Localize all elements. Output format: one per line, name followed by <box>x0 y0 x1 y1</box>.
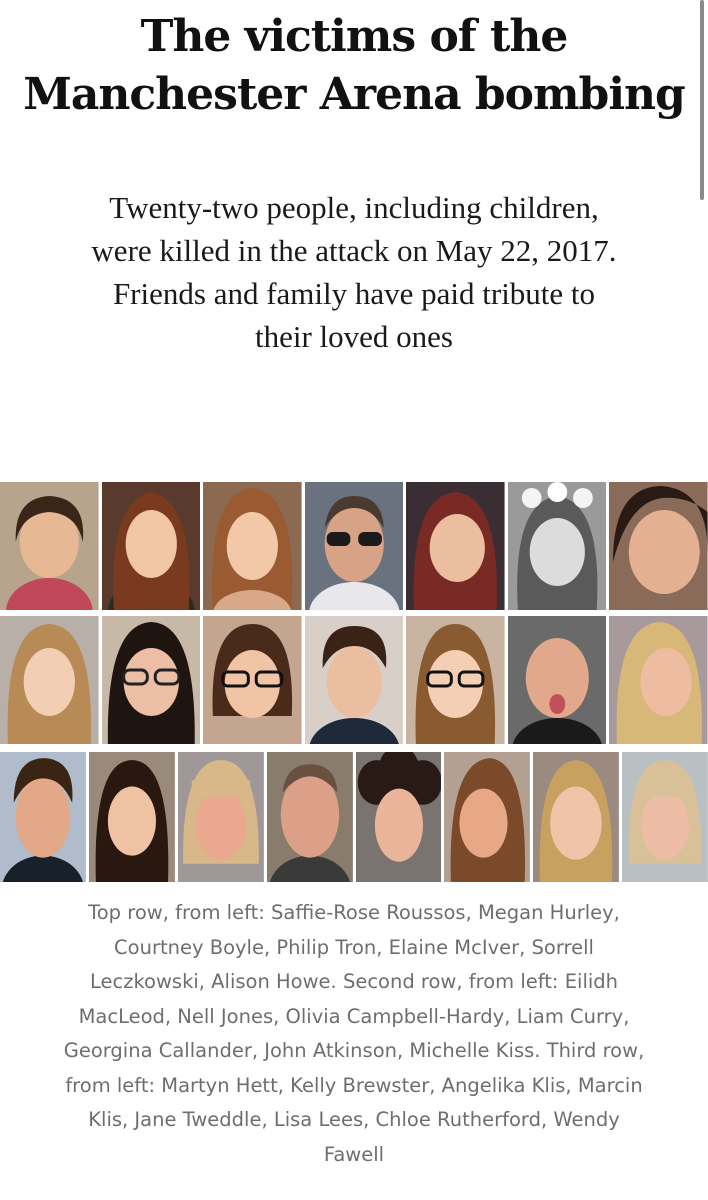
caption-line-1: Top row, from left: Saffie-Rose Roussos, Megan Hurley, <box>88 901 620 924</box>
caption-line-8: Fawell <box>323 1142 385 1166</box>
victim-portrait <box>102 482 201 610</box>
victim-portrait <box>508 482 607 610</box>
victim-portrait <box>406 616 505 744</box>
victim-portrait <box>89 752 175 882</box>
standfirst-line-4: their loved ones <box>254 319 453 354</box>
victim-portrait <box>203 482 302 610</box>
victim-portrait <box>305 616 404 744</box>
caption-line-5: Georgina Callander, John Atkinson, Michelle Kiss. Third row, <box>63 1039 645 1062</box>
victim-portrait <box>305 482 404 610</box>
victim-portrait <box>609 616 708 744</box>
victim-portrait <box>406 482 505 610</box>
caption-line-4: MacLeod, Nell Jones, Olivia Campbell-Hardy, Liam Curry, <box>78 1004 630 1028</box>
caption-line-6: from left: Martyn Hett, Kelly Brewster, Angelika Klis, Marcin <box>65 1073 643 1097</box>
standfirst <box>40 186 668 358</box>
standfirst-line-1: Twenty-two people, including children, <box>109 190 599 225</box>
victim-portrait <box>533 752 619 882</box>
caption-line-3: Leczkowski, Alison Howe. Second row, from left: Eilidh <box>89 970 619 993</box>
caption-line-7: Klis, Jane Tweddle, Lisa Lees, Chloe Rutherford, Wendy <box>88 1108 620 1131</box>
victim-portrait <box>178 752 264 882</box>
victim-portrait <box>444 752 530 882</box>
photo-row-middle <box>0 616 708 744</box>
headline-line-1: The victims of the <box>140 11 568 62</box>
victim-portrait <box>267 752 353 882</box>
victim-portrait <box>0 752 86 882</box>
standfirst-line-2: were killed in the attack on May 22, 2017. <box>91 233 617 268</box>
photo-caption <box>30 896 678 1172</box>
headline <box>0 8 708 124</box>
photo-row-top <box>0 482 708 610</box>
scrollbar[interactable] <box>700 0 704 200</box>
standfirst-line-3: Friends and family have paid tribute to <box>112 276 596 311</box>
victims-photo-grid <box>0 482 708 882</box>
victim-portrait <box>203 616 302 744</box>
caption-line-2: Courtney Boyle, Philip Tron, Elaine McIver, Sorrell <box>114 935 594 959</box>
photo-row-bottom <box>0 752 708 882</box>
victim-portrait <box>0 616 99 744</box>
victim-portrait <box>356 752 442 882</box>
victim-portrait <box>0 482 99 610</box>
victim-portrait <box>622 752 708 882</box>
victim-portrait <box>609 482 708 610</box>
victim-portrait <box>102 616 201 744</box>
victim-portrait <box>508 616 607 744</box>
headline-line-2: Manchester Arena bombing <box>23 69 685 120</box>
